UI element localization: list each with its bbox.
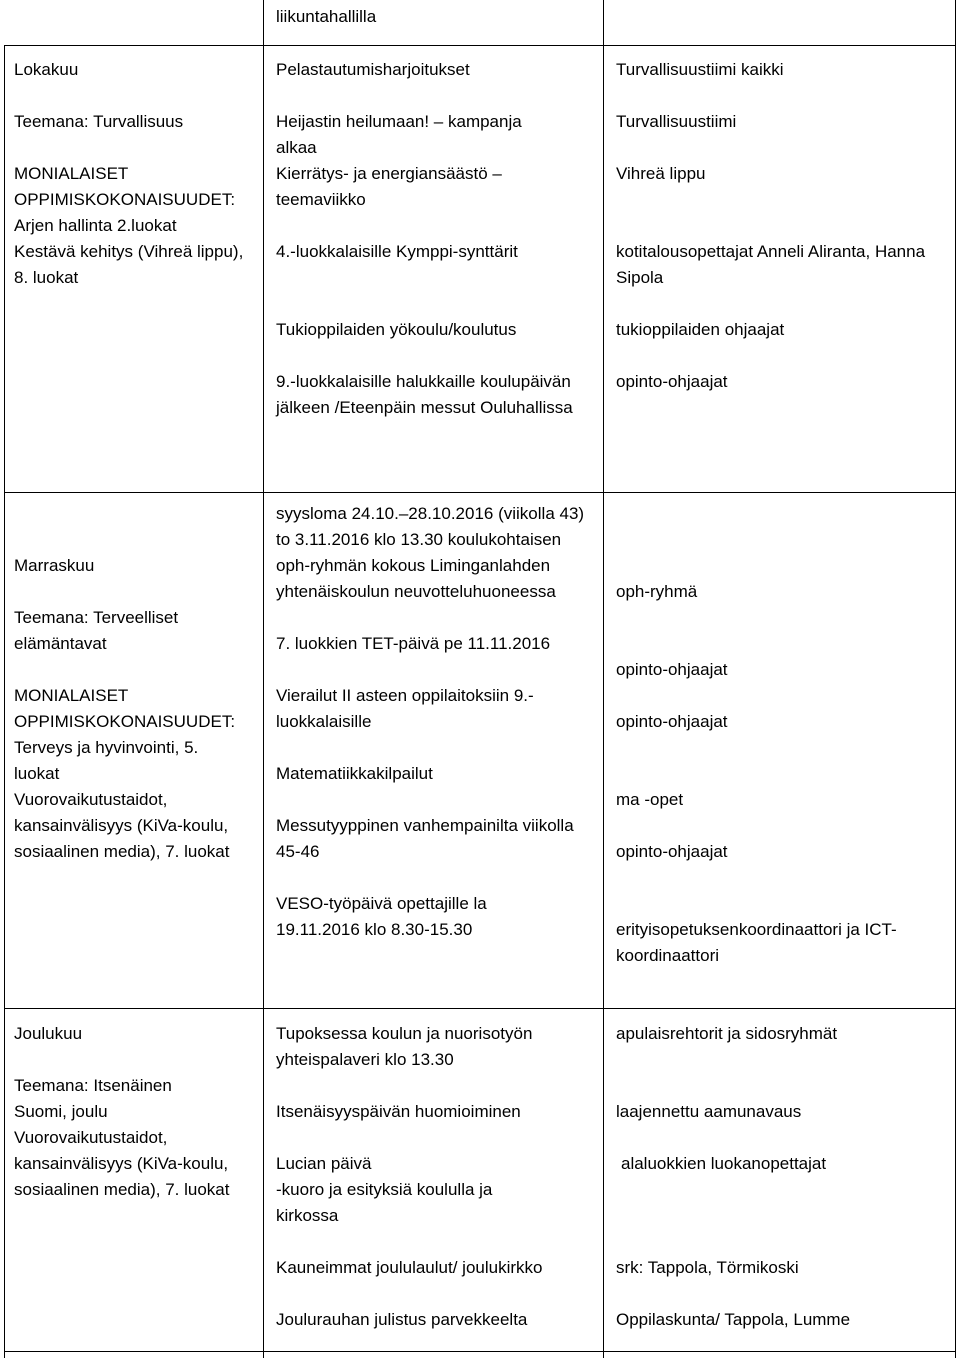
table-bottom-border [4,1351,956,1352]
row-lokakuu-responsible-cell [616,57,946,395]
table-col-divider-2 [603,0,604,1358]
theme-text: Teemana: Turvallisuus [14,112,184,131]
event-item: Tupoksessa koulun ja nuorisotyön yhteispalaveri klo 13.30 [276,1024,533,1069]
responsible-item: Turvallisuustiimi [616,112,737,131]
event-item: to 3.11.2016 klo 13.30 koulukohtaisen oph-ryhmän kokous Liminganlahden yhtenäiskoulun neuvotteluhuoneessa [276,530,562,601]
event-item: Lucian päivä [276,1154,372,1173]
event-item: -kuoro ja esityksiä koululla ja kirkossa [276,1180,493,1225]
event-item: Heijastin heilumaan! – kampanja alkaa [276,112,522,157]
moniala-heading: MONIALAISET OPPIMISKOKONAISUUDET: [14,164,236,209]
month-title: Marraskuu [14,556,95,575]
responsible-item: ma -opet [616,790,684,809]
row-lokakuu-month-cell [14,57,254,291]
moniala-item: Terveys ja hyvinvointi, 5. luokat [14,738,199,783]
row-joulukuu-events-cell [276,1021,596,1333]
event-item: Tukioppilaiden yökoulu/koulutus [276,320,517,339]
event-item: VESO-työpäivä opettajille la 19.11.2016 klo 8.30-15.30 [276,894,487,939]
event-item: Vierailut II asteen oppilaitoksiin 9.-luokkalaisille [276,686,534,731]
theme-text: Teemana: Itsenäinen Suomi, joulu [14,1076,172,1121]
table-row-divider-3 [4,1008,956,1009]
responsible-item: opinto-ohjaajat [616,842,728,861]
event-item: Pelastautumisharjoitukset [276,60,470,79]
responsible-item: opinto-ohjaajat [616,660,728,679]
responsible-item: Turvallisuustiimi kaikki [616,60,784,79]
responsible-item: opinto-ohjaajat [616,712,728,731]
responsible-item: Oppilaskunta/ Tappola, Lumme [616,1310,851,1329]
moniala-item: Vuorovaikutustaidot, kansainvälisyys (KiVa-koulu, sosiaalinen media), 7. luokat [14,790,230,861]
responsible-item: Vihreä lippu [616,164,706,183]
moniala-item: Vuorovaikutustaidot, kansainvälisyys (KiVa-koulu, sosiaalinen media), 7. luokat [14,1128,230,1199]
table-right-border [955,0,956,1358]
event-item: Itsenäisyyspäivän huomioiminen [276,1102,521,1121]
responsible-item: apulaisrehtorit ja sidosryhmät [616,1024,838,1043]
row-marraskuu-events-cell [276,501,596,943]
event-item: Matematiikkakilpailut [276,764,433,783]
theme-text: Teemana: Terveelliset elämäntavat [14,608,179,653]
row-joulukuu-month-cell [14,1021,254,1203]
responsible-item: oph-ryhmä [616,582,698,601]
moniala-heading: MONIALAISET OPPIMISKOKONAISUUDET: [14,686,236,731]
responsible-item: kotitalousopettajat Anneli Aliranta, Hanna Sipola [616,242,926,287]
month-title: Joulukuu [14,1024,83,1043]
event-item: 9.-luokkalaisille halukkaille koulupäivän jälkeen /Eteenpäin messut Ouluhallissa [276,372,573,417]
responsible-item: laajennettu aamunavaus [616,1102,802,1121]
month-title: Lokakuu [14,60,79,79]
table-left-border [4,46,5,1358]
row-joulukuu-responsible-cell [616,1021,946,1333]
event-item: Messutyyppinen vanhempainilta viikolla 45-46 [276,816,574,861]
event-item: syysloma 24.10.–28.10.2016 (viikolla 43) [276,504,585,523]
table-row-divider-2 [4,492,956,493]
responsible-item: alaluokkien luokanopettajat [621,1154,827,1173]
row-lokakuu-events-cell [276,57,596,421]
responsible-item: srk: Tappola, Törmikoski [616,1258,799,1277]
responsible-item: erityisopetuksenkoordinaattori ja ICT-koordinaattori [616,920,897,965]
responsible-item: opinto-ohjaajat [616,372,728,391]
row-marraskuu-responsible-cell [616,579,946,969]
event-item: 7. luokkien TET-päivä pe 11.11.2016 [276,634,551,653]
moniala-item: Kestävä kehitys (Vihreä lippu), 8. luokat [14,242,244,287]
top-fragment-cell [276,4,596,30]
event-item: Kierrätys- ja energiansäästö – teemaviikko [276,164,502,209]
table-col-divider-1 [263,0,264,1358]
event-item: 4.-luokkalaisille Kymppi-synttärit [276,242,518,261]
responsible-item: tukioppilaiden ohjaajat [616,320,785,339]
event-item: Joulurauhan julistus parvekkeelta [276,1310,528,1329]
top-fragment-text: liikuntahallilla [276,7,377,26]
event-item: Kauneimmat joululaulut/ joulukirkko [276,1258,543,1277]
row-marraskuu-month-cell [14,553,254,865]
table-row-divider-1 [4,45,956,46]
moniala-item: Arjen hallinta 2.luokat [14,216,177,235]
